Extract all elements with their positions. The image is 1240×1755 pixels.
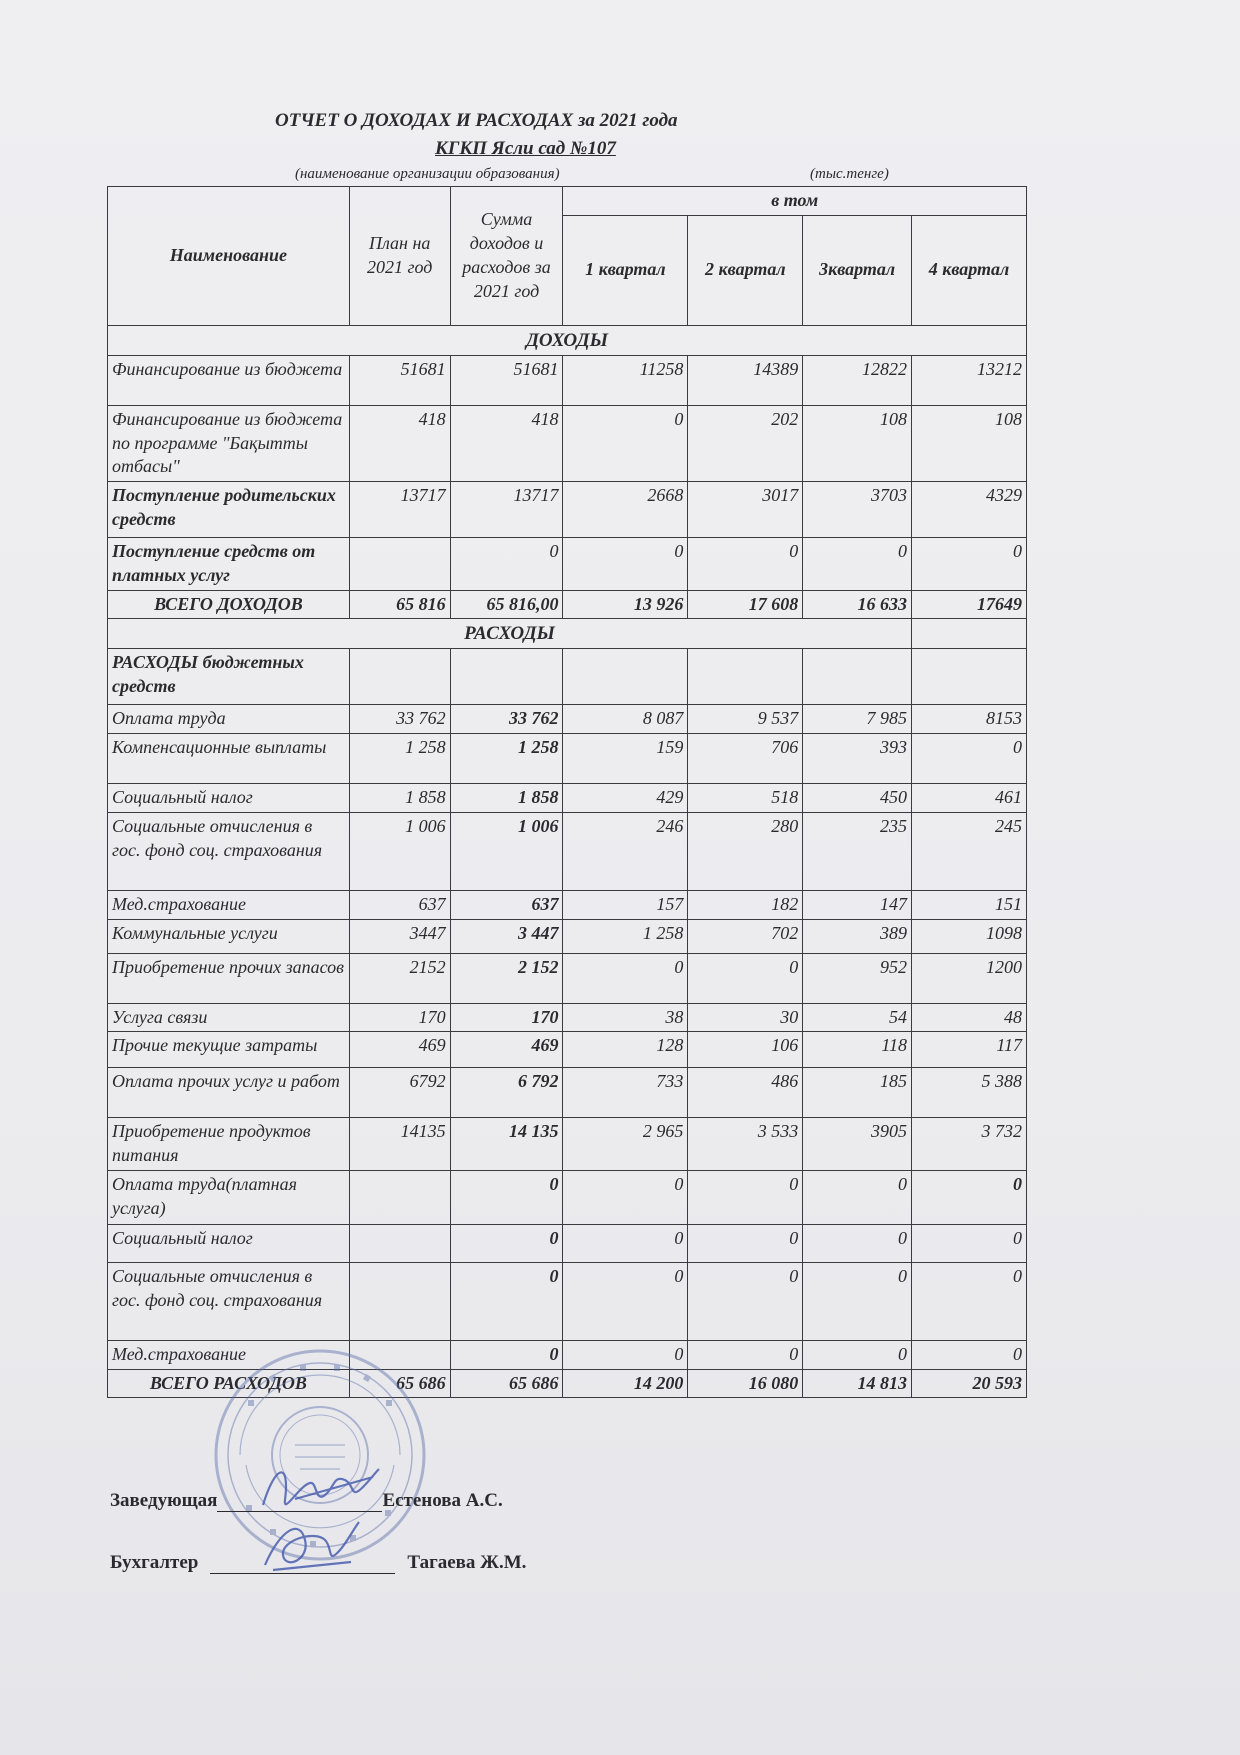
cell-q1: 733: [563, 1068, 688, 1118]
table-row: [108, 405, 1027, 481]
cell-plan: 13717: [349, 482, 450, 538]
cell-q3: 0: [803, 538, 912, 591]
cell-q1: 0: [563, 1340, 688, 1369]
table-row: [108, 1003, 1027, 1032]
cell-sum: 51681: [450, 355, 563, 405]
cell-q4: 117: [912, 1032, 1027, 1068]
cell-q1: 1 258: [563, 919, 688, 953]
accountant-title: Бухгалтер: [110, 1552, 199, 1573]
cell-q2: 106: [688, 1032, 803, 1068]
cell-q2: 706: [688, 734, 803, 784]
cell-plan: 418: [349, 405, 450, 481]
cell-q4: 1098: [912, 919, 1027, 953]
table-row: [108, 919, 1027, 953]
row-label: Социальный налог: [108, 1224, 350, 1262]
units-caption: (тыс.тенге): [810, 166, 889, 182]
cell-q4: 0: [912, 1170, 1027, 1224]
cell-q2: 182: [688, 890, 803, 919]
empty-cell: [349, 649, 450, 705]
empty-cell: [688, 649, 803, 705]
table-row: [108, 784, 1027, 813]
cell-plan: 1 858: [349, 784, 450, 813]
cell-q4: 245: [912, 812, 1027, 890]
cell-q1: 246: [563, 812, 688, 890]
table-row: [108, 1262, 1027, 1340]
cell-q2: 30: [688, 1003, 803, 1032]
total-q3: 14 813: [803, 1369, 912, 1398]
cell-q3: 118: [803, 1032, 912, 1068]
cell-q2: 0: [688, 1224, 803, 1262]
cell-q4: 1200: [912, 953, 1027, 1003]
col-header-q4: 4 квартал: [912, 215, 1027, 325]
empty-cell: [803, 649, 912, 705]
cell-q4: 8153: [912, 705, 1027, 734]
col-header-q3: 3квартал: [803, 215, 912, 325]
row-label: Приобретение прочих запасов: [108, 953, 350, 1003]
empty-cell: [912, 649, 1027, 705]
cell-sum: 0: [450, 1170, 563, 1224]
col-header-name: Наименование: [108, 187, 350, 326]
cell-sum: 0: [450, 538, 563, 591]
cell-q1: 8 087: [563, 705, 688, 734]
cell-q3: 3905: [803, 1118, 912, 1171]
table-row: [108, 812, 1027, 890]
head-name: Естенова А.С.: [382, 1490, 503, 1511]
cell-sum: 14 135: [450, 1118, 563, 1171]
cell-q1: 0: [563, 1224, 688, 1262]
row-label: Мед.страхование: [108, 890, 350, 919]
cell-q3: 0: [803, 1340, 912, 1369]
cell-plan: 637: [349, 890, 450, 919]
cell-q2: 3 533: [688, 1118, 803, 1171]
row-label: Компенсационные выплаты: [108, 734, 350, 784]
cell-q2: 280: [688, 812, 803, 890]
cell-plan: 1 006: [349, 812, 450, 890]
cell-q1: 128: [563, 1032, 688, 1068]
row-label: Мед.страхование: [108, 1340, 350, 1369]
col-header-plan: План на 2021 год: [349, 187, 450, 326]
total-q1: 14 200: [563, 1369, 688, 1398]
cell-plan: 3447: [349, 919, 450, 953]
cell-q2: 0: [688, 1340, 803, 1369]
cell-q2: 486: [688, 1068, 803, 1118]
cell-sum: 2 152: [450, 953, 563, 1003]
row-label: Приобретение продуктов питания: [108, 1118, 350, 1171]
accountant-name: Тагаева Ж.М.: [407, 1552, 527, 1573]
cell-sum: 1 258: [450, 734, 563, 784]
table-row: [108, 953, 1027, 1003]
cell-q3: 0: [803, 1262, 912, 1340]
cell-plan: [349, 538, 450, 591]
cell-q3: 235: [803, 812, 912, 890]
cell-q1: 0: [563, 1262, 688, 1340]
total-plan: 65 816: [349, 590, 450, 619]
cell-q4: 108: [912, 405, 1027, 481]
row-label: Оплата труда(платная услуга): [108, 1170, 350, 1224]
cell-plan: 14135: [349, 1118, 450, 1171]
table-row: [108, 355, 1027, 405]
cell-q4: 0: [912, 1262, 1027, 1340]
row-label: Оплата труда: [108, 705, 350, 734]
total-q3: 16 633: [803, 590, 912, 619]
cell-q4: 5 388: [912, 1068, 1027, 1118]
table-row: [108, 890, 1027, 919]
table-row: [108, 1118, 1027, 1171]
cell-plan: [349, 1262, 450, 1340]
row-label: Поступление средств от платных услуг: [108, 538, 350, 591]
row-label: Финансирование из бюджета по программе "Бақытты отбасы": [108, 405, 350, 481]
head-title: Заведующая: [110, 1490, 218, 1511]
table-row: [108, 1170, 1027, 1224]
cell-plan: 1 258: [349, 734, 450, 784]
cell-q4: 3 732: [912, 1118, 1027, 1171]
cell-sum: 13717: [450, 482, 563, 538]
table-row: [108, 1032, 1027, 1068]
total-sum: 65 686: [450, 1369, 563, 1398]
col-header-q1: 1 квартал: [563, 215, 688, 325]
cell-q4: 0: [912, 734, 1027, 784]
col-header-q2: 2 квартал: [688, 215, 803, 325]
table-row: [108, 734, 1027, 784]
cell-q1: 2 965: [563, 1118, 688, 1171]
cell-q4: 4329: [912, 482, 1027, 538]
cell-q3: 3703: [803, 482, 912, 538]
cell-sum: 3 447: [450, 919, 563, 953]
accountant-handwritten-signature: [255, 1510, 365, 1580]
cell-q3: 393: [803, 734, 912, 784]
cell-q3: 108: [803, 405, 912, 481]
cell-q4: 0: [912, 538, 1027, 591]
cell-q2: 202: [688, 405, 803, 481]
total-plan: 65 686: [349, 1369, 450, 1398]
row-label: Услуга связи: [108, 1003, 350, 1032]
cell-plan: 6792: [349, 1068, 450, 1118]
table-row: [108, 1068, 1027, 1118]
cell-sum: 637: [450, 890, 563, 919]
total-q4: 17649: [912, 590, 1027, 619]
cell-q1: 0: [563, 953, 688, 1003]
cell-q4: 0: [912, 1340, 1027, 1369]
total-q4: 20 593: [912, 1369, 1027, 1398]
section-expenses: РАСХОДЫ: [108, 619, 912, 649]
cell-sum: 1 006: [450, 812, 563, 890]
cell-plan: [349, 1224, 450, 1262]
row-label: Коммунальные услуги: [108, 919, 350, 953]
income-total-row: [108, 590, 1027, 619]
cell-q4: 0: [912, 1224, 1027, 1262]
table-row: [108, 538, 1027, 591]
income-expense-table: [107, 186, 1027, 1398]
section-income: ДОХОДЫ: [108, 325, 1027, 355]
total-label: ВСЕГО РАСХОДОВ: [108, 1369, 350, 1398]
cell-q4: 13212: [912, 355, 1027, 405]
cell-q2: 518: [688, 784, 803, 813]
cell-sum: 0: [450, 1340, 563, 1369]
cell-plan: [349, 1170, 450, 1224]
cell-q1: 38: [563, 1003, 688, 1032]
cell-q3: 450: [803, 784, 912, 813]
cell-q1: 11258: [563, 355, 688, 405]
cell-q1: 0: [563, 405, 688, 481]
cell-q4: 461: [912, 784, 1027, 813]
cell-plan: 469: [349, 1032, 450, 1068]
empty-cell: [450, 649, 563, 705]
cell-q3: 389: [803, 919, 912, 953]
cell-q1: 2668: [563, 482, 688, 538]
organization-caption: (наименование организации образования): [295, 166, 560, 182]
cell-q2: 14389: [688, 355, 803, 405]
row-label: Поступление родительских средств: [108, 482, 350, 538]
cell-q3: 0: [803, 1170, 912, 1224]
empty-cell: [563, 649, 688, 705]
row-label: Прочие текущие затраты: [108, 1032, 350, 1068]
cell-q1: 0: [563, 1170, 688, 1224]
cell-q1: 157: [563, 890, 688, 919]
total-q1: 13 926: [563, 590, 688, 619]
cell-q1: 429: [563, 784, 688, 813]
cell-sum: 0: [450, 1224, 563, 1262]
cell-plan: 2152: [349, 953, 450, 1003]
cell-q3: 147: [803, 890, 912, 919]
cell-q2: 0: [688, 953, 803, 1003]
cell-q3: 952: [803, 953, 912, 1003]
organization-name: КГКП Ясли сад №107: [435, 138, 616, 159]
col-header-group: в том: [563, 187, 1027, 216]
cell-sum: 0: [450, 1262, 563, 1340]
row-label: Социальные отчисления в гос. фонд соц. страхования: [108, 1262, 350, 1340]
cell-sum: 33 762: [450, 705, 563, 734]
cell-q2: 3017: [688, 482, 803, 538]
col-header-sum: Сумма доходов и расходов за 2021 год: [450, 187, 563, 326]
cell-q2: 0: [688, 1262, 803, 1340]
total-q2: 17 608: [688, 590, 803, 619]
cell-q3: 54: [803, 1003, 912, 1032]
cell-sum: 170: [450, 1003, 563, 1032]
expense-subheader: РАСХОДЫ бюджетных средств: [108, 649, 350, 705]
row-label: Социальные отчисления в гос. фонд соц. страхования: [108, 812, 350, 890]
cell-q2: 0: [688, 1170, 803, 1224]
cell-q4: 151: [912, 890, 1027, 919]
cell-q3: 185: [803, 1068, 912, 1118]
cell-q1: 0: [563, 538, 688, 591]
cell-q2: 702: [688, 919, 803, 953]
cell-q2: 9 537: [688, 705, 803, 734]
cell-q3: 0: [803, 1224, 912, 1262]
cell-q3: 12822: [803, 355, 912, 405]
cell-plan: 33 762: [349, 705, 450, 734]
cell-q3: 7 985: [803, 705, 912, 734]
total-sum: 65 816,00: [450, 590, 563, 619]
cell-sum: 469: [450, 1032, 563, 1068]
cell-sum: 418: [450, 405, 563, 481]
table-row: [108, 705, 1027, 734]
empty-cell: [912, 619, 1027, 649]
cell-plan: 170: [349, 1003, 450, 1032]
cell-q1: 159: [563, 734, 688, 784]
cell-sum: 1 858: [450, 784, 563, 813]
cell-q2: 0: [688, 538, 803, 591]
row-label: Финансирование из бюджета: [108, 355, 350, 405]
total-q2: 16 080: [688, 1369, 803, 1398]
table-row: [108, 1224, 1027, 1262]
cell-sum: 6 792: [450, 1068, 563, 1118]
table-row: [108, 482, 1027, 538]
total-label: ВСЕГО ДОХОДОВ: [108, 590, 350, 619]
report-title: ОТЧЕТ О ДОХОДАХ И РАСХОДАХ за 2021 года: [275, 110, 678, 131]
cell-plan: 51681: [349, 355, 450, 405]
row-label: Социальный налог: [108, 784, 350, 813]
row-label: Оплата прочих услуг и работ: [108, 1068, 350, 1118]
cell-q4: 48: [912, 1003, 1027, 1032]
